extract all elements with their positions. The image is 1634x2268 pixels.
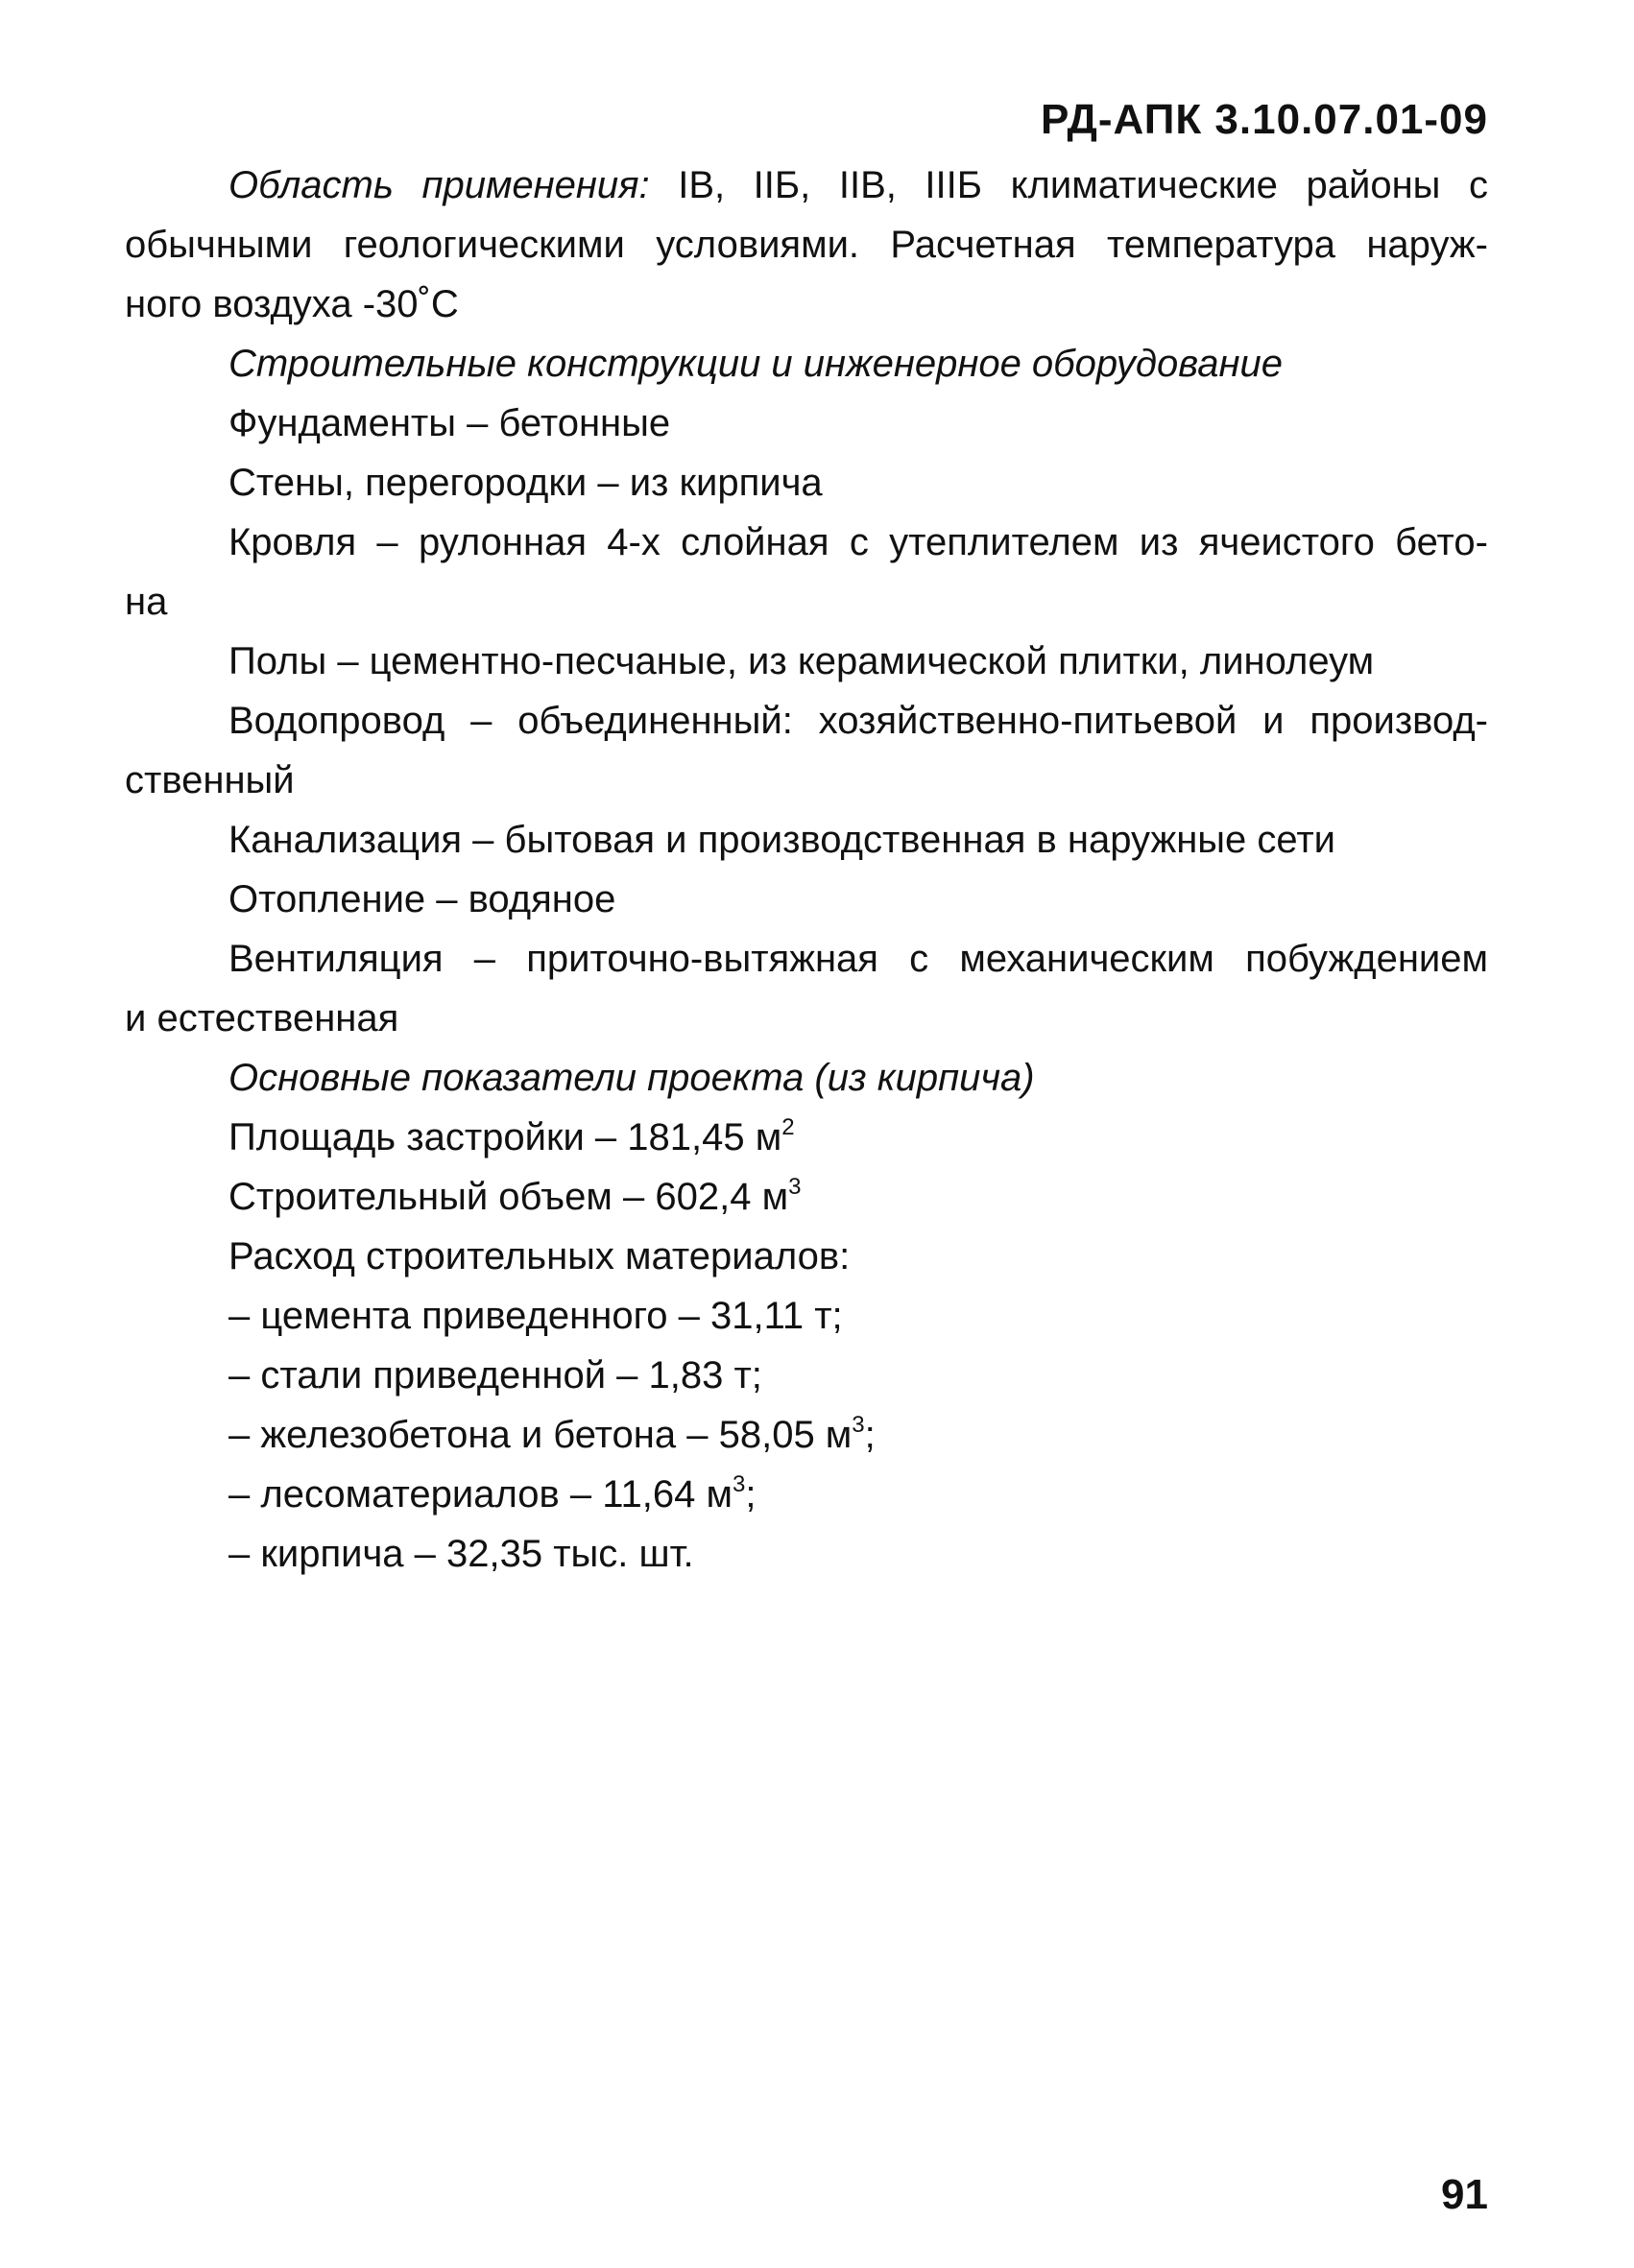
foundations-line: Фундаменты – бетонные — [228, 402, 671, 444]
page-content — [125, 155, 1488, 1584]
ventilation-line-2: и естественная — [125, 997, 399, 1039]
scope-line-2: обычными геологическими условиями. Расчетная температура наруж- — [125, 224, 1488, 266]
walls-line: Стены, перегородки – из кирпича — [228, 462, 823, 504]
timber-text: – лесоматериалов – 11,64 м — [228, 1473, 733, 1516]
timber-end: ; — [745, 1473, 757, 1516]
concrete-sup: 3 — [852, 1412, 865, 1438]
page-number: 91 — [1441, 2171, 1488, 2218]
building-volume-line — [125, 1167, 1488, 1227]
scope-label: Область применения: — [228, 164, 650, 206]
timber-line — [125, 1465, 1488, 1524]
floors-line: Полы – цементно-песчаные, из керамической плитки, линолеум — [228, 640, 1375, 682]
sewerage-line: Канализация – бытовая и производственная в наружные сети — [228, 819, 1335, 861]
roof-line-2: на — [125, 581, 168, 623]
document-code-header: РД-АПК 3.10.07.01-09 — [1040, 96, 1488, 143]
timber-sup: 3 — [732, 1471, 746, 1497]
heating-line: Отопление – водяное — [228, 878, 616, 920]
ventilation-line-1: Вентиляция – приточно-вытяжная с механическим побуждением — [228, 938, 1488, 980]
indicators-heading: Основные показатели проекта (из кирпича) — [228, 1057, 1035, 1099]
building-volume-text: Строительный объем – 602,4 м — [228, 1176, 789, 1218]
water-line-2: ственный — [125, 759, 295, 801]
steel-line: – стали приведенной – 1,83 т; — [228, 1354, 762, 1397]
cement-line: – цемента приведенного – 31,11 т; — [228, 1295, 843, 1337]
concrete-text: – железобетона и бетона – 58,05 м — [228, 1414, 853, 1456]
roof-line-1: Кровля – рулонная 4-х слойная с утеплителем из ячеистого бето- — [228, 521, 1488, 563]
building-area-sup: 2 — [781, 1114, 795, 1140]
bricks-line: – кирпича – 32,35 тыс. шт. — [228, 1533, 694, 1575]
water-line-1: Водопровод – объединенный: хозяйственно-питьевой и производ- — [228, 700, 1488, 742]
materials-heading: Расход строительных материалов: — [228, 1235, 851, 1277]
building-area-line — [125, 1108, 1488, 1167]
building-volume-sup: 3 — [788, 1174, 802, 1200]
constructions-heading: Строительные конструкции и инженерное оборудование — [228, 343, 1283, 385]
scope-text-1: IВ, IIБ, IIВ, IIIБ климатические районы с — [649, 164, 1488, 206]
concrete-line — [125, 1405, 1488, 1465]
scope-line-3: ного воздуха -30˚С — [125, 283, 459, 325]
concrete-end: ; — [864, 1414, 876, 1456]
building-area-text: Площадь застройки – 181,45 м — [228, 1116, 782, 1158]
scope-line-1 — [125, 155, 1488, 215]
